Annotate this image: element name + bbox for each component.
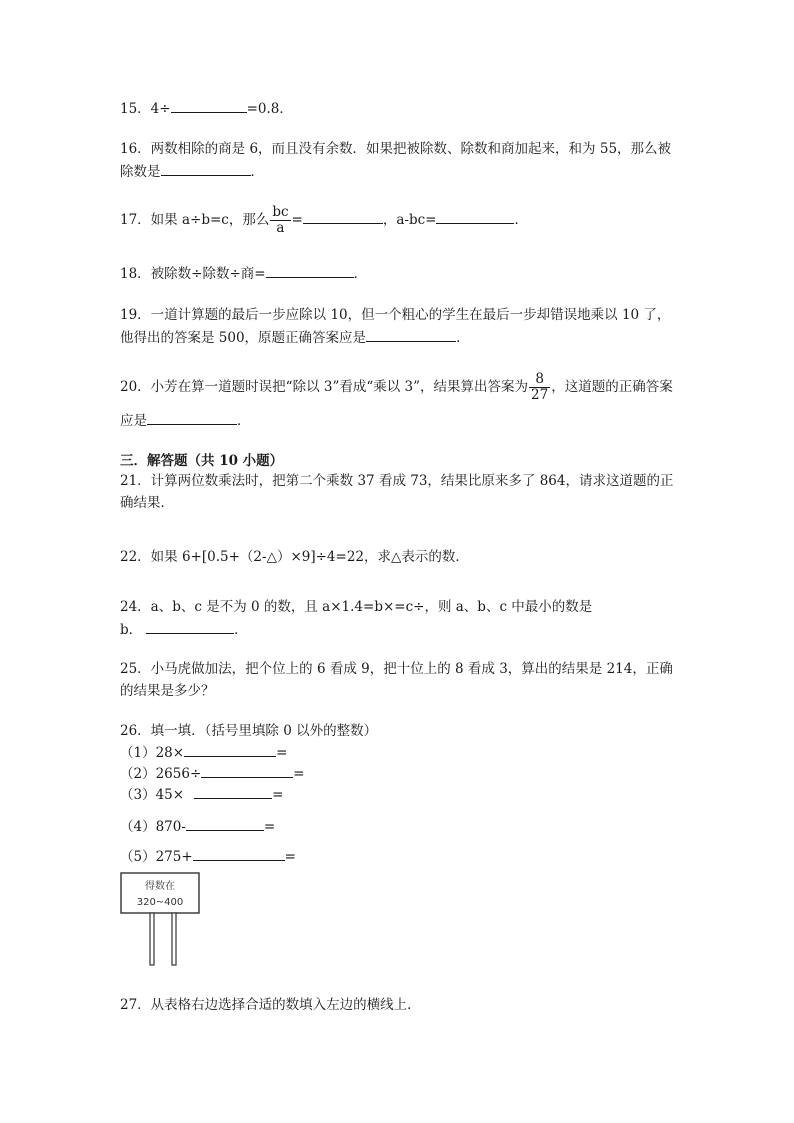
q26-item-5: [120, 847, 296, 866]
question-16-line2: [120, 162, 264, 181]
q20-line2a: 应是: [120, 413, 147, 429]
q24-blank[interactable]: [146, 620, 234, 634]
q26-item-2-text: （2）2656÷: [120, 766, 202, 782]
q18-text-b: ．: [353, 266, 368, 282]
q17-text-a: 17．如果 a÷b=c，那么: [120, 212, 270, 228]
q20-text-a: 20．小芳在算一道题时误把“除以 3”看成“乘以 3”，结果算出答案为: [120, 379, 529, 395]
q24-line2b: ．: [234, 622, 248, 638]
question-22: 22．如果 6+[0.5+（2-△）×9]÷4=22，求△表示的数．: [120, 549, 469, 565]
question-25-line2: [120, 682, 215, 700]
q17-blank-1[interactable]: [303, 210, 383, 224]
q26-item-5-eq: =: [284, 849, 296, 865]
q17-denominator: a: [276, 220, 285, 236]
question-25-line1: [120, 660, 673, 678]
q24-line2a: b．: [120, 622, 143, 638]
q16-line2b: ．: [250, 164, 264, 180]
q26-item-3-text: （3）45×: [120, 787, 185, 803]
q26-item-1-blank[interactable]: [184, 743, 276, 757]
q24-line1: 24．a、b、c 是不为 0 的数，且 a×1.4=b×=c÷，则 a、b、c 中最小的数是: [120, 599, 593, 615]
q25-line1: 25．小马虎做加法，把个位上的 6 看成 9，把十位上的 8 看成 3，算出的结果是 214，正确: [120, 661, 673, 677]
q20-blank[interactable]: [147, 411, 237, 425]
signboard-post-left: [150, 913, 154, 965]
q26-item-4-text: （4）870-: [120, 819, 186, 835]
q15-blank[interactable]: [171, 99, 247, 113]
q20-text-b: ，这道题的正确答案: [551, 379, 673, 395]
q19-line2a: 他得出的答案是 500，原题正确答案应是: [120, 330, 367, 346]
q20-line2b: ．: [237, 413, 251, 429]
question-24-line1: [120, 598, 592, 616]
q17-text-b: =: [291, 212, 303, 228]
q19-blank[interactable]: [366, 328, 456, 342]
question-19-line1: [120, 306, 670, 324]
q26-item-3-eq: =: [272, 787, 284, 803]
q17-numerator: bc: [272, 204, 289, 220]
q17-fraction: [270, 205, 290, 236]
q26-item-1: [120, 743, 287, 762]
q21-line2: 确结果．: [120, 495, 174, 511]
question-24-line2: [120, 620, 248, 639]
q17-blank-2[interactable]: [436, 210, 514, 224]
question-20-line2: [120, 411, 251, 430]
q26-item-4-blank[interactable]: [186, 817, 264, 831]
section-3-heading: 三．解答题（共 10 小题）: [120, 453, 284, 469]
q16-line1: 16．两数相除的商是 6，而且没有余数．如果把被除数、除数和商加起来，和为 55，那么被: [120, 141, 672, 157]
question-15: [120, 99, 293, 118]
q26-item-4-eq: =: [263, 819, 276, 835]
question-20-line1: [120, 370, 673, 404]
q16-line2a: 除数是: [120, 164, 161, 180]
q15-text-a: 15．4÷: [120, 101, 171, 117]
q16-blank[interactable]: [161, 162, 251, 176]
q25-line2: 的结果是多少？: [120, 683, 215, 699]
q20-denominator: 27: [531, 387, 549, 403]
q26-item-1-text: （1）28×: [120, 745, 185, 761]
q19-line2b: ．: [456, 330, 470, 346]
question-21-line2: [120, 494, 174, 512]
question-26-title: 26．填一填．（括号里填除 0 以外的整数）: [120, 723, 378, 739]
q26-item-5-text: （5）275+: [120, 849, 193, 865]
question-17: [120, 203, 528, 237]
q18-blank[interactable]: [266, 264, 354, 278]
q15-text-b: =0.8．: [246, 101, 293, 117]
question-16-line1: [120, 140, 671, 158]
q26-item-3-blank[interactable]: [194, 785, 272, 799]
question-27: 27．从表格右边选择合适的数填入左边的横线上．: [120, 997, 421, 1013]
q17-text-d: ．: [514, 212, 528, 228]
q21-line1: 21．计算两位数乘法时，把第二个乘数 37 看成 73，结果比原来多了 864，请求这道题的正: [120, 473, 674, 489]
signboard-post-right: [172, 913, 176, 965]
q26-item-2-eq: =: [293, 766, 305, 782]
signboard-illustration: [120, 872, 206, 966]
q17-text-c: ，a-bc=: [382, 212, 437, 228]
q18-text-a: 18．被除数÷除数÷商=: [120, 266, 266, 282]
signboard-line2: 320~400: [136, 897, 184, 908]
q26-item-5-blank[interactable]: [193, 847, 285, 861]
question-19-line2: [120, 328, 470, 347]
question-21-line1: [120, 472, 673, 490]
q20-numerator: 8: [529, 372, 550, 388]
question-18: [120, 264, 367, 283]
signboard-line1: 得数在: [145, 881, 175, 892]
q19-line1: 19．一道计算题的最后一步应除以 10，但一个粗心的学生在最后一步却错误地乘以 10 了，: [120, 307, 671, 323]
q26-item-3: [120, 785, 283, 804]
q26-item-1-eq: =: [276, 745, 288, 761]
q26-item-4: [120, 817, 275, 836]
q20-fraction: [529, 372, 550, 403]
q26-item-2: [120, 764, 305, 783]
q26-item-2-blank[interactable]: [201, 764, 293, 778]
